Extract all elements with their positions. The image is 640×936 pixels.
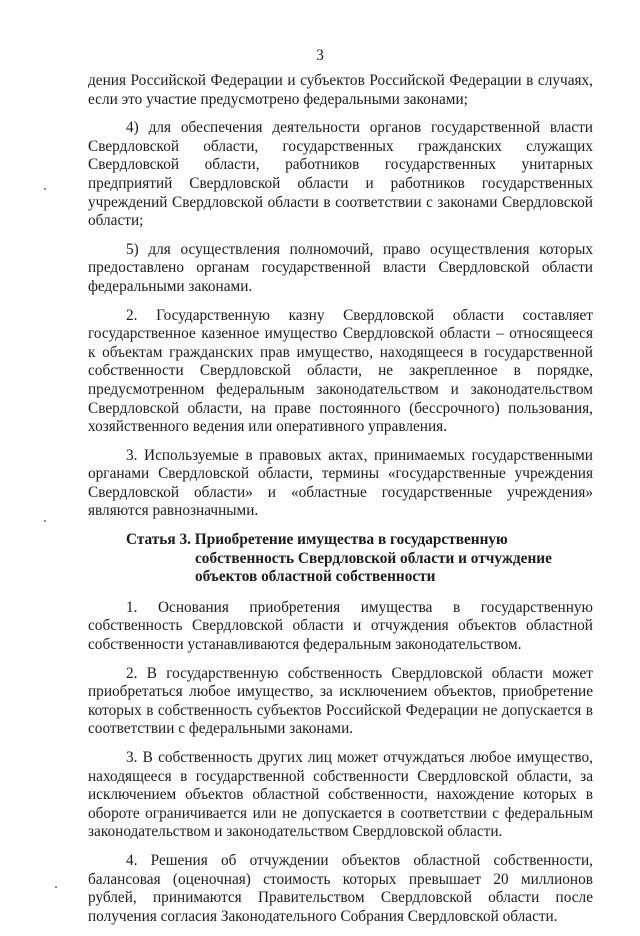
article-3-clause-1: 1. Основания приобретения имущества в государственную собственность Свердловской области и отчуждения объектов областной собственности устанавливаются федеральным законодательством. [88, 598, 593, 654]
paragraph-clause-3: 3. Используемые в правовых актах, принимаемых государственными органами Свердловской области, термины «государственные учреждения Свердловской области» и «областные государственные учреждения» являются равнозначными. [88, 446, 593, 520]
article-3-clause-4: 4. Решения об отчуждении объектов областной собственности, балансовая (оценочная) стоимость которых превышает 20 миллионов рублей, принимаются Правительством Свердловской области после получения согласия Законодательного Собрания Свердловской области. [88, 851, 593, 925]
article-heading-line-3: объектов областной собственности [195, 568, 436, 586]
article-3-heading [88, 531, 593, 587]
article-heading-line-1: Статья 3. Приобретение имущества в государственную [126, 531, 508, 549]
paragraph-item-5: 5) для осуществления полномочий, право осуществления которых предоставлено органам государственной власти Свердловской области федеральными законами. [88, 240, 593, 295]
document-body [88, 72, 593, 936]
article-heading-line-2: собственность Свердловской области и отчуждение [195, 549, 552, 567]
paragraph-continuation: дения Российской Федерации и субъектов Российской Федерации в случаях, если это участие предусмотрено федеральными законами; [88, 72, 593, 108]
article-3-clause-3: 3. В собственность других лиц может отчуждаться любое имущество, находящееся в государственной собственности Свердловской области, за исключением объектов областной собственности, нахождение которых в обороте ограничивается или не допускается в соответствии с федеральным законодательством и законодательством Свердловской области. [88, 749, 593, 841]
page-number: 3 [316, 47, 324, 64]
paragraph-item-4: 4) для обеспечения деятельности органов государственной власти Свердловской области, государственных гражданских служащих Свердловской области, работников государственных унитарных предприятий Свердловской области и работников государственных учреждений Свердловской области в соответствии с законами Свердловской области; [88, 119, 593, 230]
article-3-clause-2: 2. В государственную собственность Свердловской области может приобретаться любое имущество, за исключением объектов, приобретение которых в собственность субъектов Российской Федерации не допускается в соответствии с федеральными законами. [88, 664, 593, 738]
scan-speck [55, 886, 57, 888]
scan-speck [44, 188, 46, 190]
scan-speck [44, 520, 46, 522]
paragraph-clause-2: 2. Государственную казну Свердловской области составляет государственное казенное имущество Свердловской области – относящееся к объектам гражданских прав имущество, находящееся в государственной собственности Свердловской области, не закрепленное в порядке, предусмотренном федеральным законодательством и законодательством Свердловской области, на праве постоянного (бессрочного) пользования, хозяйственного ведения или оперативного управления. [88, 306, 593, 436]
